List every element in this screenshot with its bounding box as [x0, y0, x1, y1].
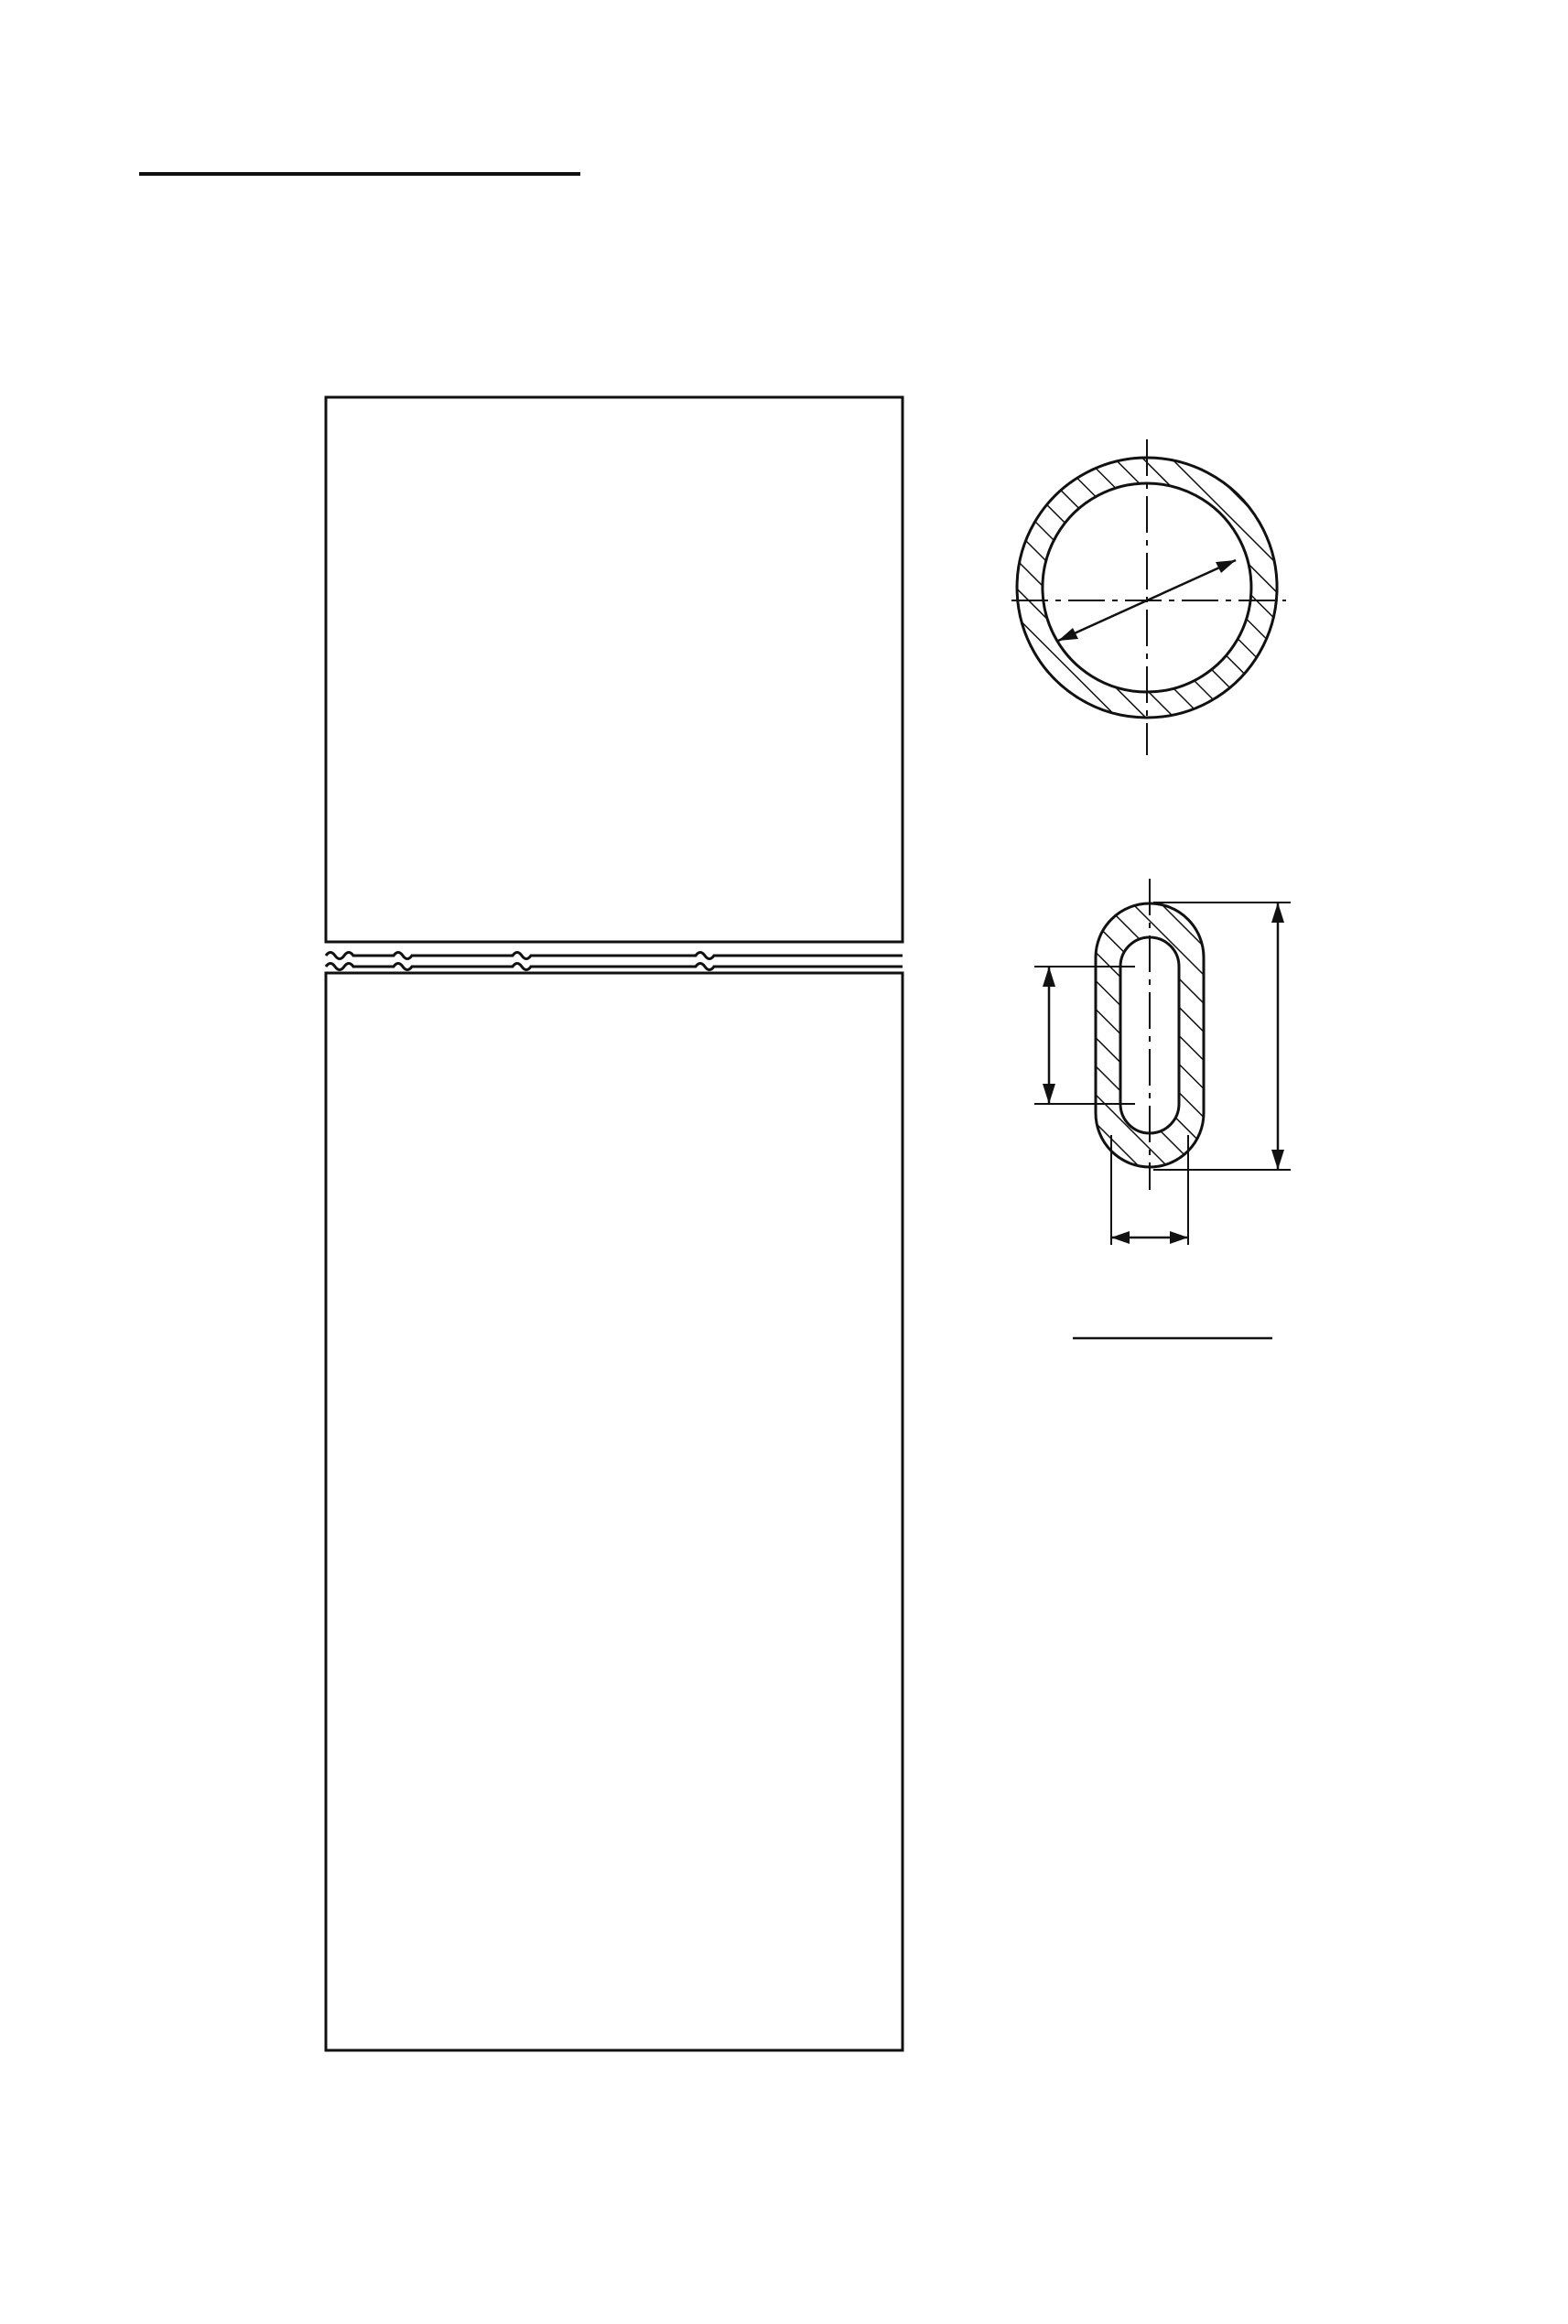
top-chart — [326, 397, 903, 942]
break-line-upper — [326, 953, 903, 959]
bottom-chart-frame — [326, 973, 903, 2050]
bottom-chart — [326, 973, 903, 2050]
flat-section-diagram — [1034, 879, 1291, 1245]
break-line-lower — [326, 964, 903, 970]
top-chart-frame — [326, 397, 903, 942]
round-section-diagram — [1011, 439, 1286, 755]
